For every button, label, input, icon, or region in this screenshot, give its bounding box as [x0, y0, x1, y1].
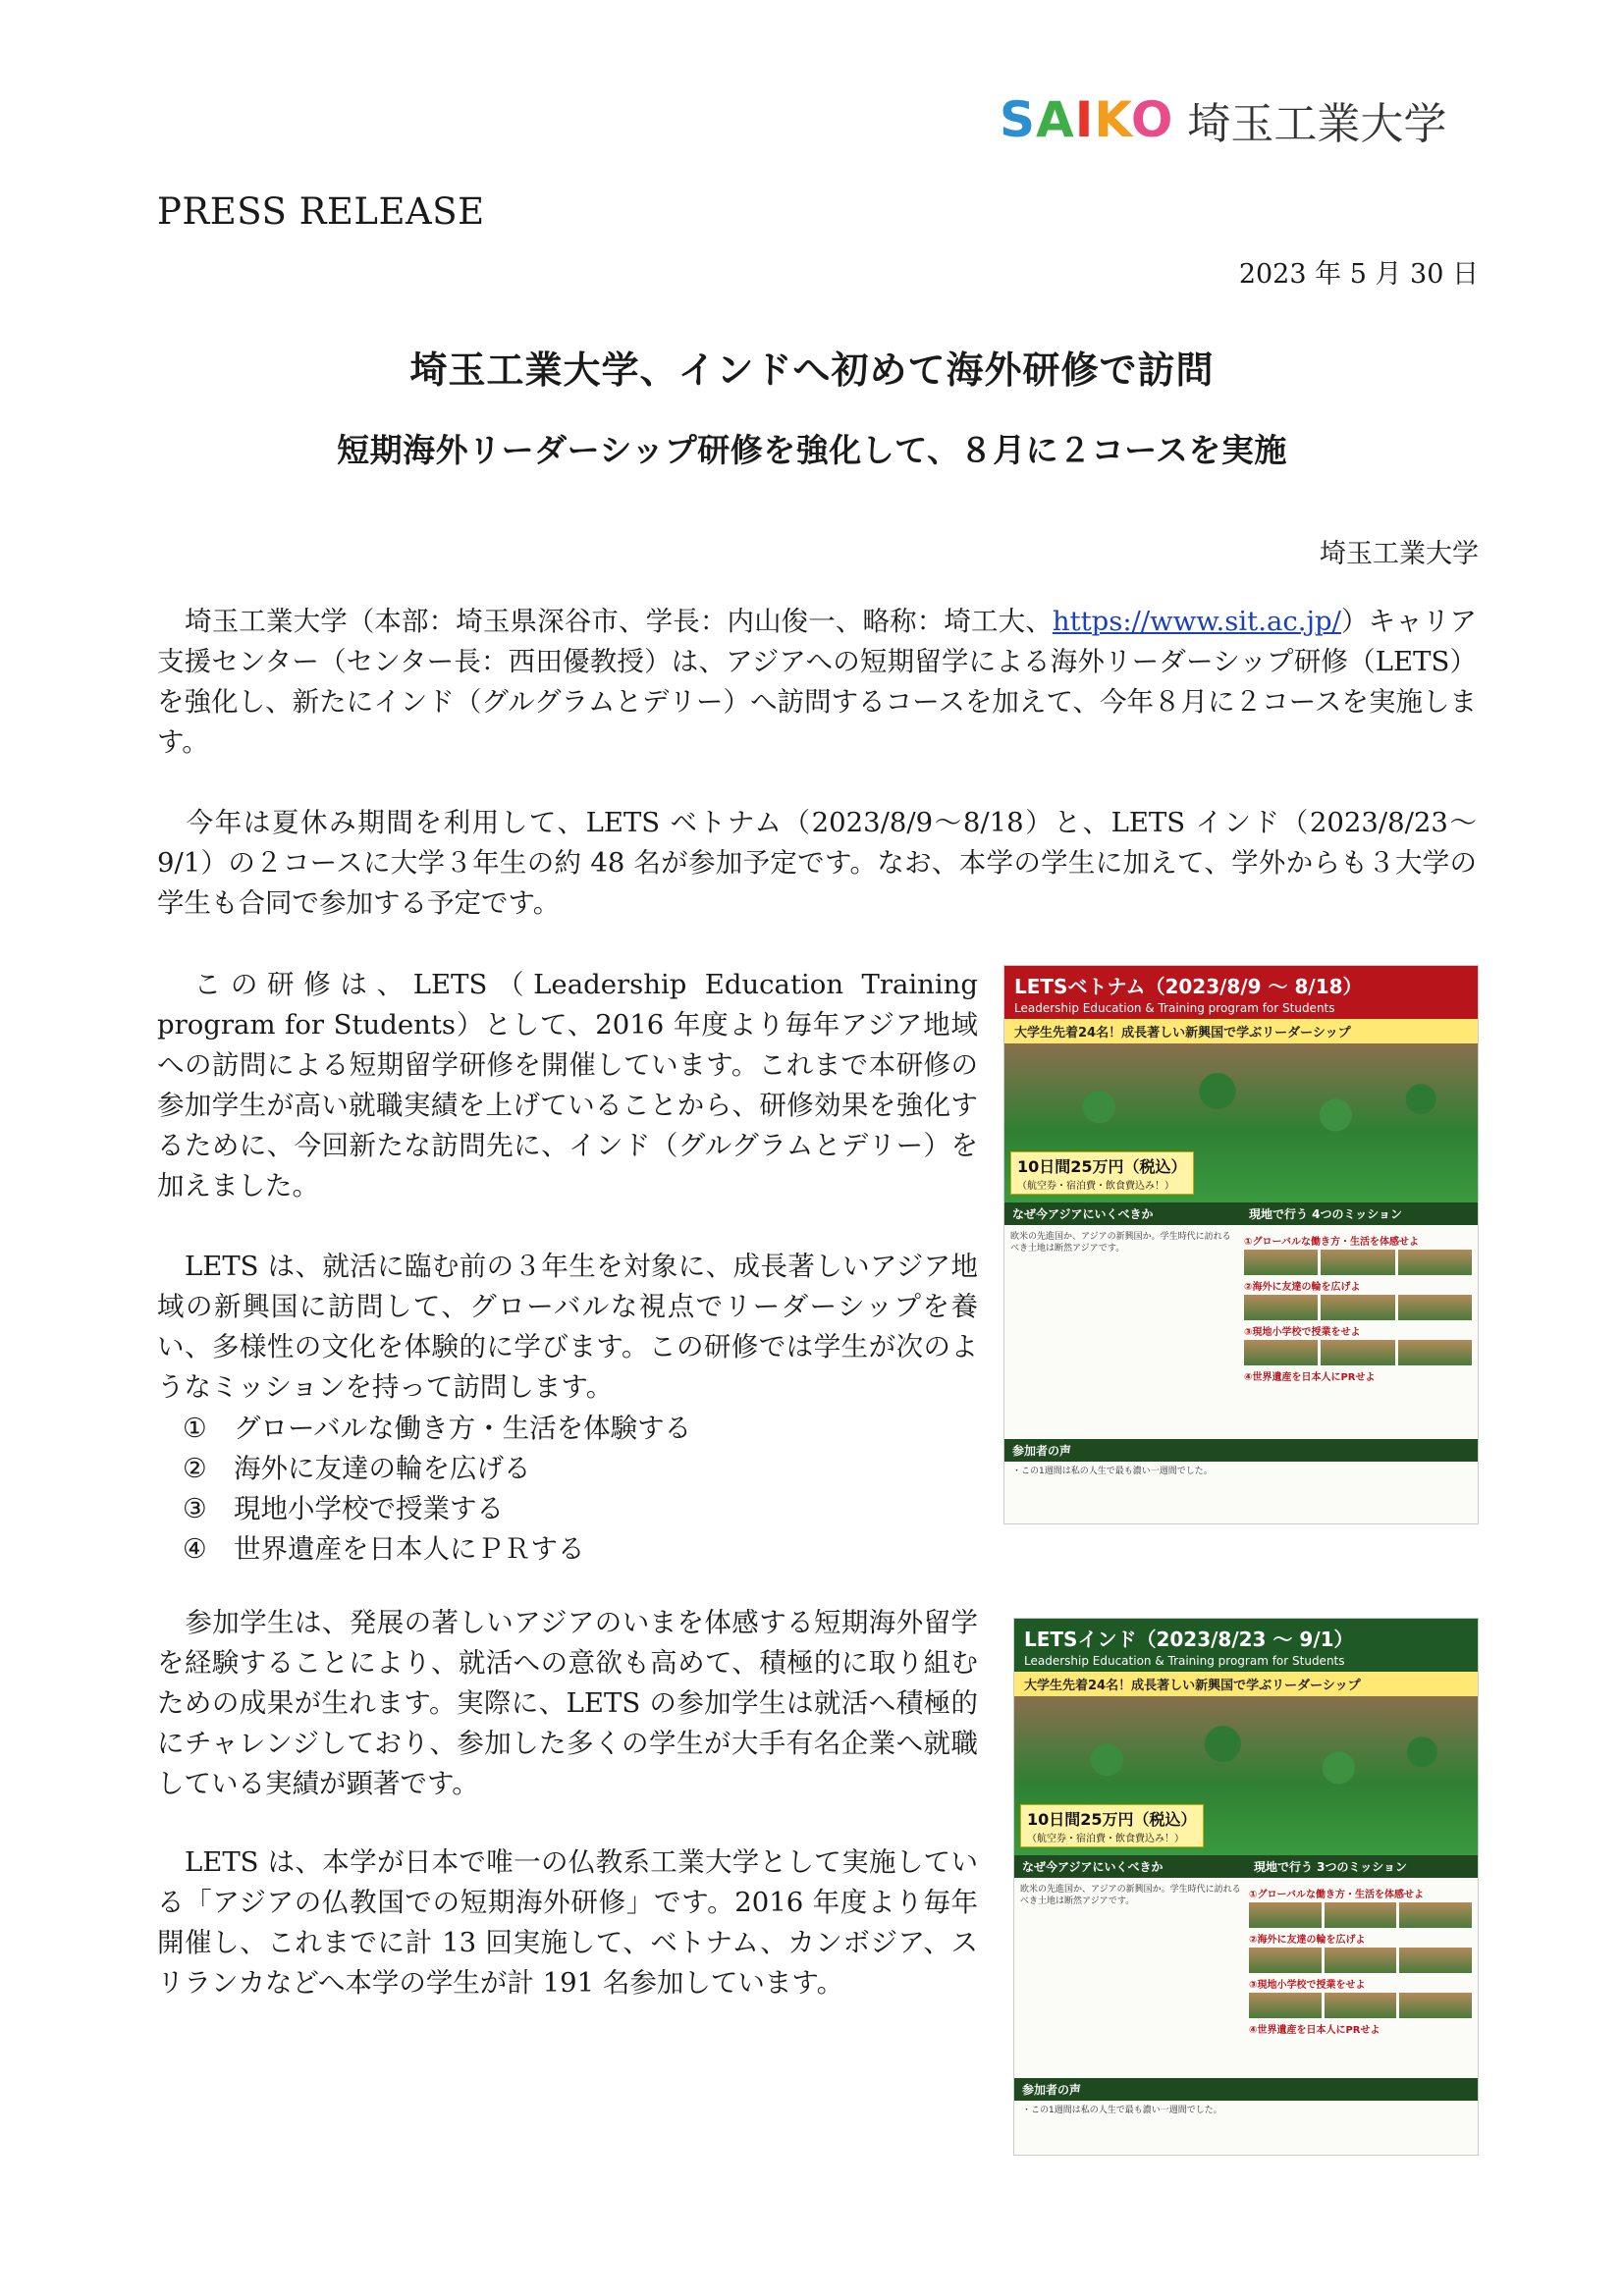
- paragraph-3-text: この研修は、LETS（Leadership Education Training program for Students）として、2016 年度より毎年アジア地域への訪問による短期留学研修を開催しています。これまで本研修の参加学生が高い就職実績を上げていることから、研修効果を強化するために、今回新たな訪問先に、インド（グルグラムとデリー）を加えました。: [157, 969, 978, 1201]
- flyer-mission-column: [1249, 1884, 1472, 2072]
- mission-photos: [1249, 1902, 1472, 1928]
- flyer-text-column: [1020, 1884, 1243, 2072]
- mission-photos: [1249, 1993, 1472, 2018]
- mission-text: 海外に友達の輪を広げる: [234, 1453, 531, 1484]
- flyer-mission-3: ③現地小学校で授業をせよ: [1244, 1327, 1361, 1338]
- flyer-mission-1: ①グローバルな働き方・生活を体感せよ: [1249, 1890, 1424, 1900]
- group-photo: [1014, 1696, 1478, 1855]
- flyer-heading: LETSインド（2023/8/23 ～ 9/1）: [1014, 1619, 1478, 1654]
- flyer-section-bars: [1014, 1855, 1478, 1878]
- page-title: 埼玉工業大学、インドへ初めて海外研修で訪問: [409, 348, 1215, 392]
- logo-mark: SAIKO: [1000, 91, 1174, 148]
- mission-text: 世界遺産を日本人にＰＲする: [234, 1533, 585, 1565]
- flyer-heading: LETSベトナム（2023/8/9 ～ 8/18）: [1004, 966, 1478, 1001]
- mission-photos: [1244, 1340, 1472, 1365]
- flyer-mission-3: ③現地小学校で授業をせよ: [1249, 1980, 1366, 1991]
- list-item: [183, 1449, 691, 1489]
- flyer-voice-heading: 参加者の声: [1014, 2078, 1478, 2101]
- page-subtitle: 短期海外リーダーシップ研修を強化して、８月に２コースを実施: [337, 431, 1287, 469]
- paragraph-4: [157, 1247, 978, 1408]
- section-bar-missions: 現地で行う 4つのミッション: [1241, 1202, 1478, 1225]
- section-bar-why-asia: なぜ今アジアにいくべきか: [1004, 1202, 1241, 1225]
- university-url-link[interactable]: https://www.sit.ac.jp/: [1052, 606, 1341, 637]
- price-text: 10日間25万円（税込）: [1017, 1157, 1187, 1176]
- paragraph-3: [157, 965, 978, 1206]
- paragraph-2: [157, 803, 1477, 924]
- paragraph-5-text: 参加学生は、発展の著しいアジアのいまを体感する短期海外留学を経験することにより、就活への意欲も高めて、積極的に取り組むための成果が生れます。実際に、LETS の参加学生は就活へ積極的にチャレンジしており、参加した多くの学生が大手有名企業へ就職している実績が顕著です。: [157, 1607, 978, 1799]
- list-item: [183, 1529, 691, 1570]
- flyer-subheading: Leadership Education & Training program for Students: [1004, 1001, 1478, 1019]
- flyer-tagline: 大学生先着24名！成長著しい新興国で学ぶリーダーシップ: [1004, 1019, 1478, 1043]
- flyer-body-text: 欧米の先進国か、アジアの新興国か。学生時代に訪れるべき土地は断然アジアです。: [1010, 1232, 1231, 1254]
- flyer-text-column: [1010, 1231, 1238, 1433]
- flyer-section-bars: [1004, 1202, 1478, 1225]
- mission-number: ③: [183, 1493, 207, 1524]
- press-release-label: PRESS RELEASE: [157, 190, 485, 233]
- section-bar-missions: 現地で行う 3つのミッション: [1246, 1855, 1478, 1878]
- university-logo: [1000, 90, 1446, 149]
- list-item: [183, 1409, 691, 1449]
- paragraph-5: [157, 1603, 978, 1804]
- flyer-voice-heading: 参加者の声: [1004, 1439, 1478, 1462]
- mission-photos: [1249, 1948, 1472, 1973]
- mission-number: ④: [183, 1533, 207, 1565]
- mission-number: ①: [183, 1413, 207, 1444]
- flyer-mission-4: ④世界遺産を日本人にPRせよ: [1249, 2025, 1380, 2036]
- mission-number: ②: [183, 1453, 207, 1484]
- flyer-india: [1013, 1618, 1479, 2156]
- mission-text: 現地小学校で授業する: [234, 1493, 504, 1524]
- flyer-voice-text: ・この1週間は私の人生で最も濃い一週間でした。: [1022, 2106, 1222, 2115]
- flyer-mission-4: ④世界遺産を日本人にPRせよ: [1244, 1372, 1376, 1383]
- flyer-vietnam: [1003, 965, 1479, 1524]
- flyer-voice-text: ・この1週間は私の人生で最も濃い一週間でした。: [1012, 1467, 1213, 1476]
- flyer-subheading: Leadership Education & Training program for Students: [1014, 1654, 1478, 1672]
- author: 埼玉工業大学: [1320, 539, 1479, 569]
- flyer-tagline: 大学生先着24名！成長著しい新興国で学ぶリーダーシップ: [1014, 1672, 1478, 1696]
- section-bar-why-asia: なぜ今アジアにいくべきか: [1014, 1855, 1246, 1878]
- flyer-mission-column: [1244, 1231, 1472, 1433]
- price-note: （航空券・宿泊費・飲食費込み！）: [1017, 1181, 1174, 1192]
- list-item: [183, 1489, 691, 1529]
- paragraph-6: [157, 1842, 978, 2003]
- mission-text: グローバルな働き方・生活を体験する: [234, 1413, 692, 1444]
- paragraph-1-text-cont: ）キャリア支援センター（センター長：西田優教授）は、アジアへの短期留学による海外リーダーシップ研修（LETS）を強化し、新たにインド（グルグラムとデリー）へ訪問するコースを加えて、今年８月に２コースを実施します。: [157, 606, 1478, 758]
- price-note: （航空券・宿泊費・飲食費込み！）: [1027, 1834, 1184, 1844]
- flyer-body: [1014, 1878, 1478, 2078]
- flyer-mission-2: ②海外に友達の輪を広げよ: [1244, 1282, 1361, 1293]
- mission-photos: [1244, 1250, 1472, 1275]
- logo-name: 埼玉工業大学: [1187, 99, 1447, 149]
- flyer-body: [1004, 1225, 1478, 1439]
- paragraph-2-text: 今年は夏休み期間を利用して、LETS ベトナム（2023/8/9〜8/18）と、LETS インド（2023/8/23〜9/1）の２コースに大学３年生の約 48 名が参加予定です。なお、本学の学生に加えて、学外からも３大学の学生も合同で参加する予定です。: [157, 807, 1477, 919]
- price-text: 10日間25万円（税込）: [1027, 1810, 1197, 1829]
- group-photo: [1004, 1043, 1478, 1202]
- release-date: 2023 年 5 月 30 日: [1238, 259, 1479, 290]
- flyer-mission-2: ②海外に友達の輪を広げよ: [1249, 1935, 1366, 1946]
- paragraph-1: [157, 602, 1477, 763]
- paragraph-4-text: LETS は、就活に臨む前の３年生を対象に、成長著しいアジア地域の新興国に訪問して、グローバルな視点でリーダーシップを養い、多様性の文化を体験的に学びます。この研修では学生が次のようなミッションを持って訪問します。: [157, 1251, 978, 1403]
- mission-photos: [1244, 1295, 1472, 1320]
- flyer-price: [1020, 1804, 1204, 1847]
- flyer-price: [1010, 1151, 1194, 1195]
- paragraph-6-text: LETS は、本学が日本で唯一の仏教系工業大学として実施している「アジアの仏教国での短期海外研修」です。2016 年度より毎年開催し、これまでに計 13 回実施して、ベトナム、カンボジア、スリランカなどへ本学の学生が計 191 名参加しています。: [157, 1846, 978, 1999]
- flyer-body-text: 欧米の先進国か、アジアの新興国か。学生時代に訪れるべき土地は断然アジアです。: [1020, 1885, 1241, 1906]
- mission-list: [183, 1409, 691, 1570]
- paragraph-1-text: 埼玉工業大学（本部：埼玉県深谷市、学長：内山俊一、略称：埼工大、: [185, 606, 1053, 637]
- flyer-mission-1: ①グローバルな働き方・生活を体感せよ: [1244, 1237, 1419, 1248]
